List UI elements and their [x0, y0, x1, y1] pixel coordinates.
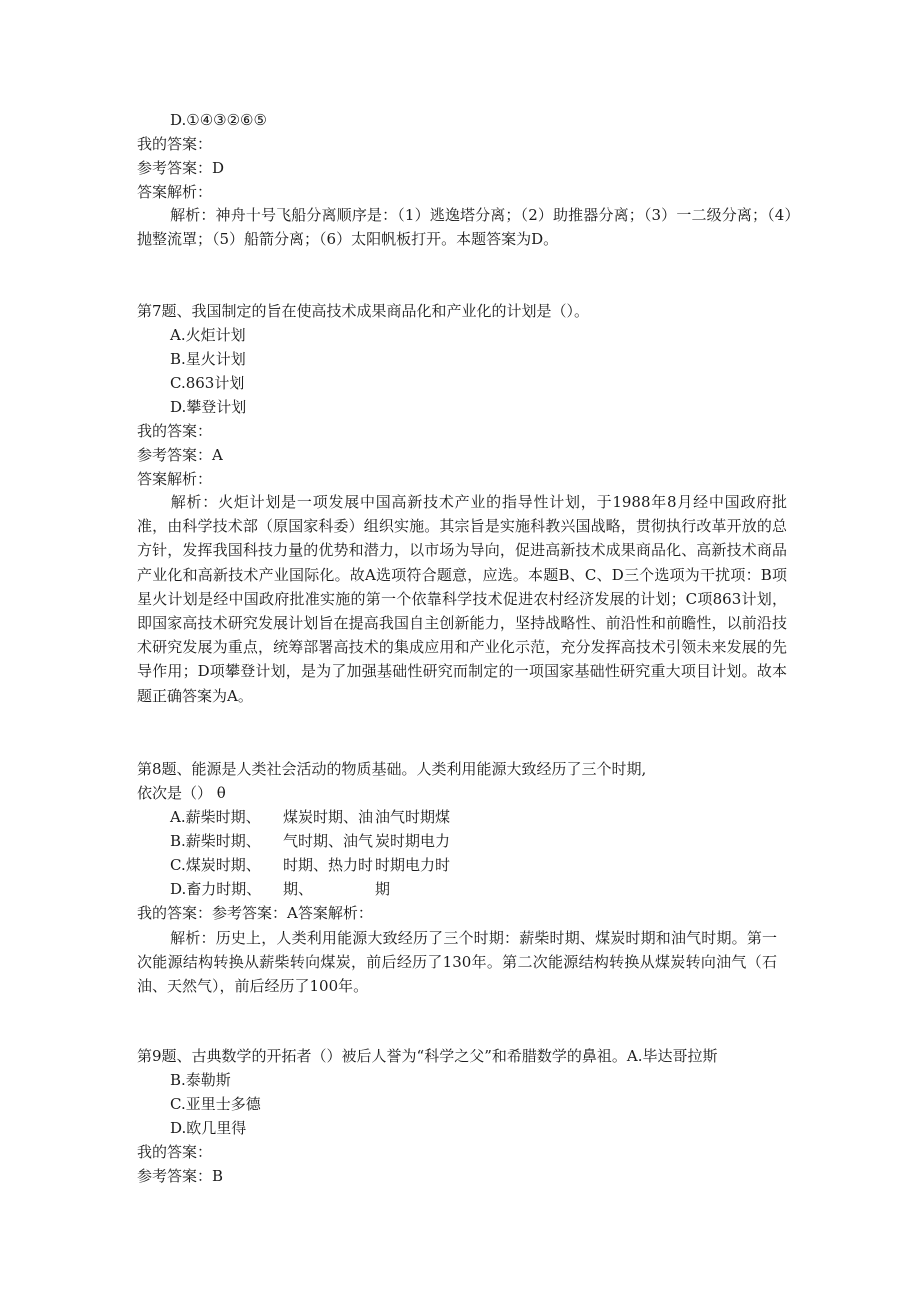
q8-option-d-col3: 期 [375, 880, 391, 898]
q7-analysis-label: 答案解析： [137, 470, 213, 488]
q9-my-answer: 我的答案： [137, 1143, 213, 1161]
q6-analysis-paragraph [137, 203, 792, 251]
q7-question: 第7题、我国制定的旨在使高技术成果商品化和产业化的计划是（）。 [137, 302, 590, 320]
q8-option-a-col3: 油气时期煤 [375, 808, 451, 826]
q8-question-line2: 依次是（） θ [137, 784, 226, 802]
q7-analysis-paragraph [137, 490, 787, 708]
q8-option-c-col1: C.煤炭时期、 [170, 856, 261, 874]
q7-reference-answer: 参考答案：A [137, 446, 223, 464]
q8-option-b-col1: B.薪柴时期、 [170, 832, 261, 850]
q9-reference-answer: 参考答案：B [137, 1167, 224, 1185]
q7-option-a: A.火炬计划 [170, 326, 246, 344]
q6-reference-answer: 参考答案：D [137, 159, 225, 177]
q8-option-b-col2: 气时期、油气 [283, 832, 374, 850]
q7-option-d: D.攀登计划 [170, 398, 247, 416]
q8-option-c-col3: 时期电力时 [375, 856, 451, 874]
q6-analysis-text: 解析：神舟十号飞船分离顺序是：（1）逃逸塔分离；（2）助推器分离；（3）一二级分离；（4）抛整流罩；（5）船箭分离；（6）太阳帆板打开。本题答案为D。 [137, 206, 792, 249]
q8-analysis-text: 解析：历史上，人类利用能源大致经历了三个时期：薪柴时期、煤炭时期和油气时期。第一次能源结构转换从薪柴转向煤炭，前后经历了130年。第二次能源结构转换从煤炭转向油气（石油、天然气），前后经历了100年。 [137, 929, 777, 996]
q8-answer-line: 我的答案：参考答案：A答案解析： [137, 904, 373, 922]
q8-question-line1: 第8题、能源是人类社会活动的物质基础。人类利用能源大致经历了三个时期, [137, 760, 647, 778]
q8-option-a-col1: A.薪柴时期、 [170, 808, 261, 826]
q7-analysis-text: 解析：火炬计划是一项发展中国高新技术产业的指导性计划，于1988年8月经中国政府批准，由科学技术部（原国家科委）组织实施。其宗旨是实施科教兴国战略，贯彻执行改革开放的总方针，发挥我国科技力量的优势和潜力，以市场为导向，促进高新技术成果商品化、高新技术商品产业化和高新技术产业国际化。故A选项符合题意，应选。本题B、C、D三个选项为干扰项：B项星火计划是经中国政府批准实施的第一个依靠科学技术促进农村经济发展的计划；C项863计划，即国家高技术研究发展计划旨在提高我国自主创新能力，坚持战略性、前沿性和前瞻性，以前沿技术研究发展为重点，统筹部署高技术的集成应用和产业化示范，充分发挥高技术引领未来发展的先导作用；D项攀登计划，是为了加强基础性研究而制定的一项国家基础性研究重大项目计划。故本题正确答案为A。 [137, 493, 787, 705]
q7-option-c: C.863计划 [170, 374, 245, 392]
q6-analysis-label: 答案解析： [137, 183, 213, 201]
q6-option-d: D.①④③②⑥⑤ [170, 111, 267, 129]
q7-option-b: B.星火计划 [170, 350, 246, 368]
q7-my-answer: 我的答案： [137, 422, 213, 440]
q6-my-answer: 我的答案： [137, 135, 213, 153]
q8-option-d-col1: D.畜力时期、 [170, 880, 262, 898]
q8-option-c-col2: 时期、热力时 [283, 856, 374, 874]
q9-option-c: C.亚里士多德 [170, 1095, 261, 1113]
q9-option-d: D.欧几里得 [170, 1119, 247, 1137]
q8-option-a-col2: 煤炭时期、油 [283, 808, 374, 826]
q8-analysis-paragraph [137, 926, 777, 999]
q9-option-b: B.泰勒斯 [170, 1071, 231, 1089]
q8-option-d-col2: 期、 [283, 880, 314, 898]
q8-option-b-col3: 炭时期电力 [375, 832, 451, 850]
q9-question: 第9题、古典数学的开拓者（）被后人誉为“科学之父”和希腊数学的鼻祖。A.毕达哥拉斯 [137, 1047, 718, 1065]
